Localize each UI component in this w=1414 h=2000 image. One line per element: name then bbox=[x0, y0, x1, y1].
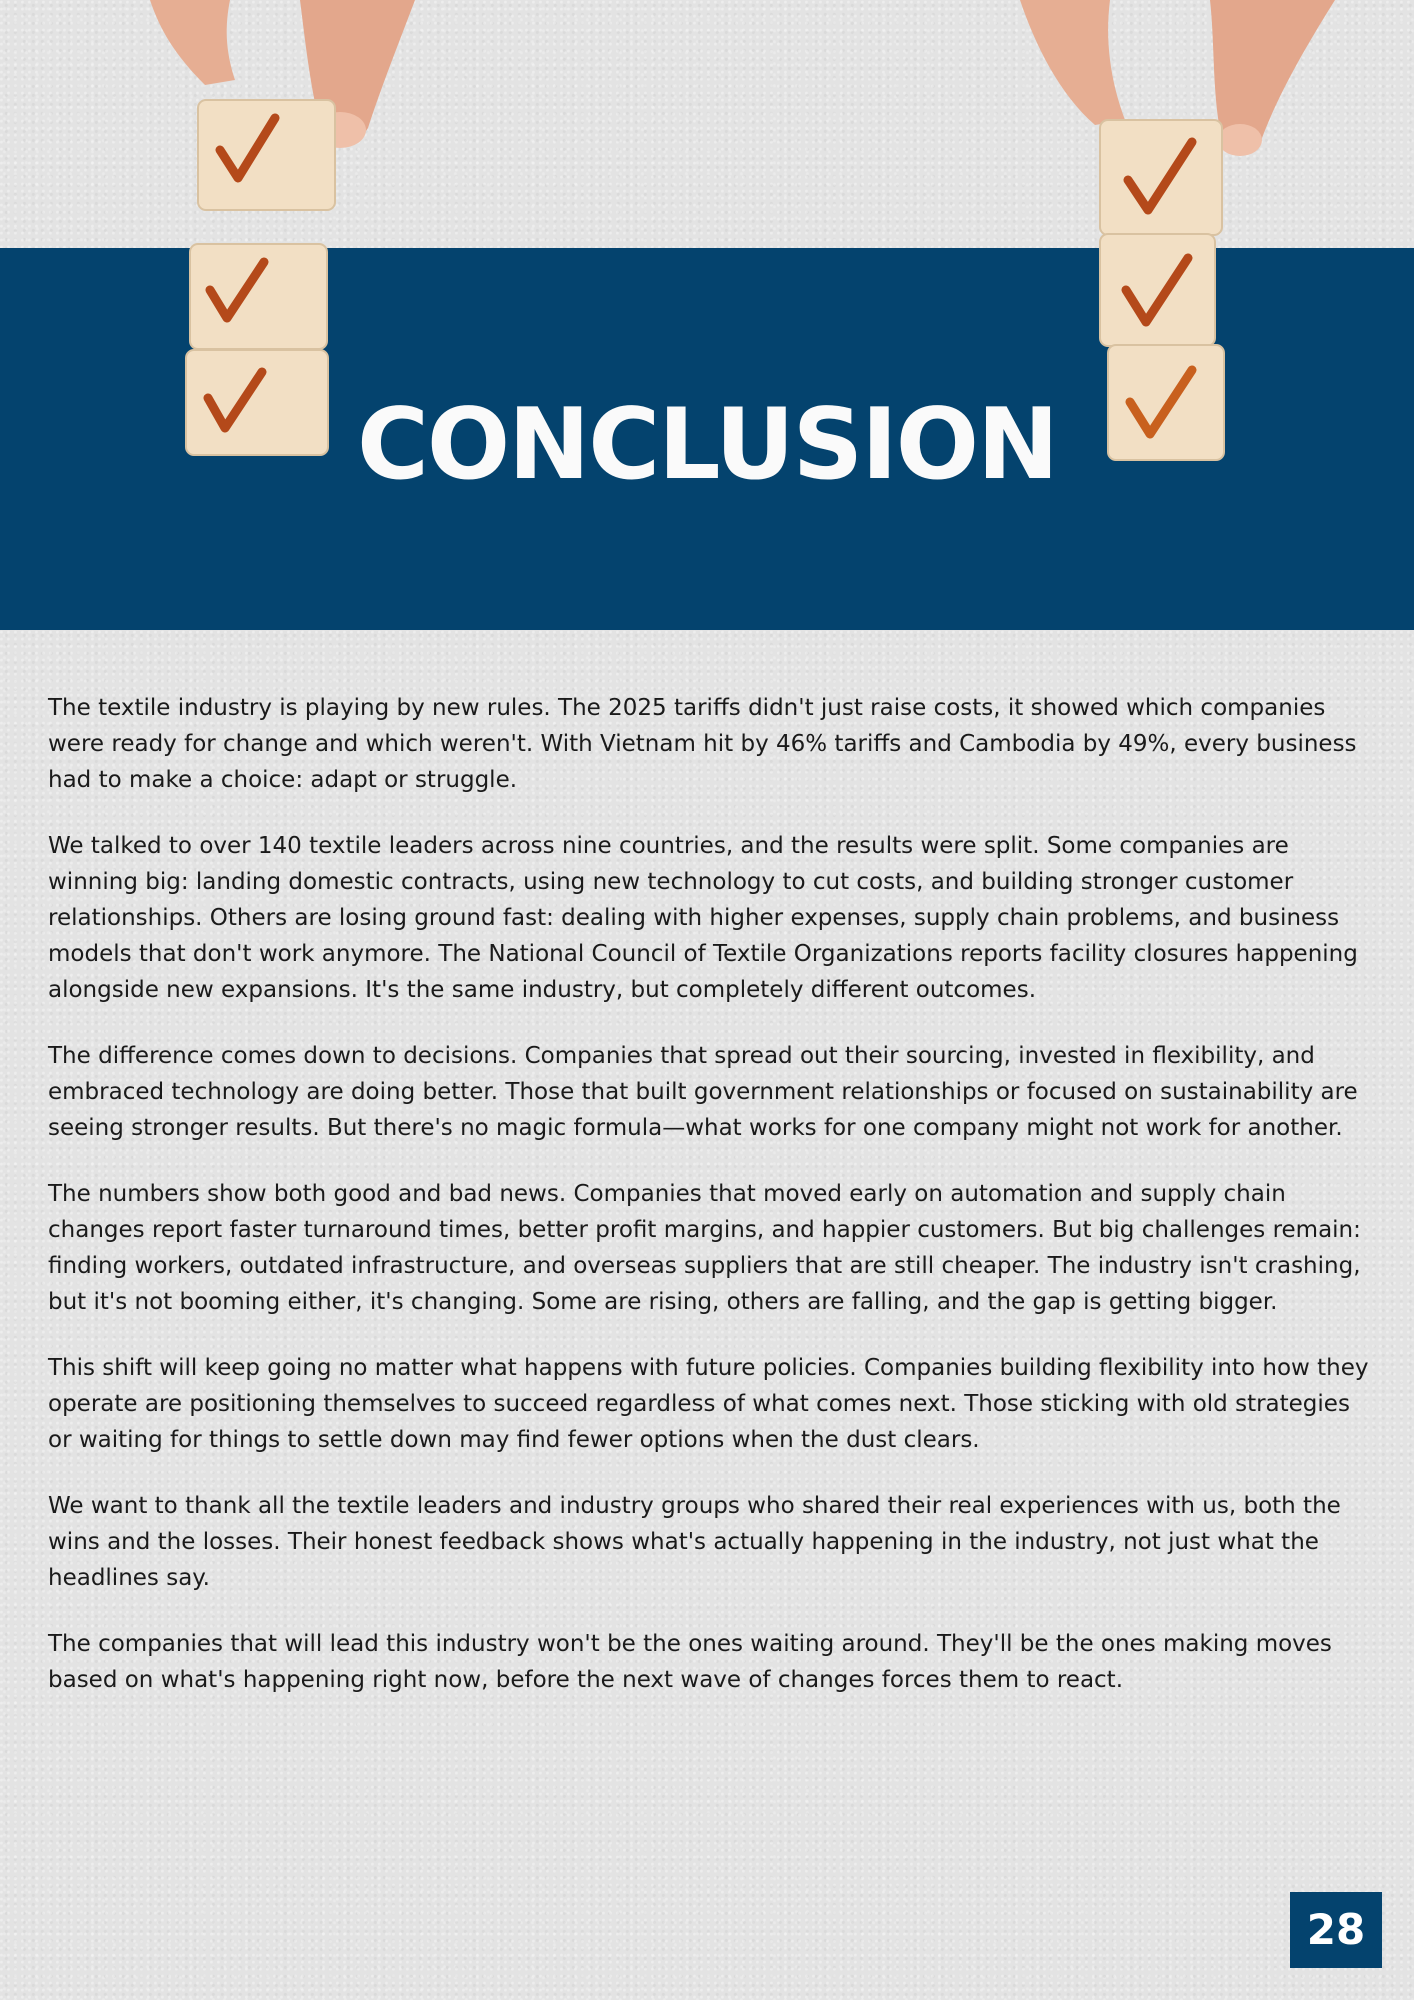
body-text bbox=[48, 690, 1378, 1728]
paragraph: This shift will keep going no matter what happens with future policies. Companies building flexibility into how they operate are positioning themselves to succeed regardless of what comes next. Those sticking with old strategies or waiting for things to settle down may find fewer options when the dust clears. bbox=[48, 1355, 1369, 1453]
paragraph: We want to thank all the textile leaders and industry groups who shared their real experiences with us, both the wins and the losses. Their honest feedback shows what's actually happening in the industry, not just what the headlines say. bbox=[48, 1493, 1341, 1591]
paragraph: We talked to over 140 textile leaders across nine countries, and the results were split. Some companies are winning big: landing domestic contracts, using new technology to cut costs, and building stronger customer relationships. Others are losing ground fast: dealing with higher expenses, supply chain problems, and business models that don't work anymore. The National Council of Textile Organizations reports facility closures happening alongside new expansions. It's the same industry, but completely different outcomes. bbox=[48, 833, 1358, 1003]
paragraph: The difference comes down to decisions. Companies that spread out their sourcing, invested in flexibility, and embraced technology are doing better. Those that built government relationships or focused on sustainability are seeing stronger results. But there's no magic formula—what works for one company might not work for another. bbox=[48, 1043, 1358, 1141]
left-hand-image bbox=[150, 0, 415, 148]
check-mark-icon bbox=[220, 118, 275, 178]
right-check-block-1 bbox=[1100, 120, 1222, 235]
right-hand-image bbox=[1020, 0, 1335, 156]
check-mark-icon bbox=[1128, 142, 1192, 210]
paragraph: The numbers show both good and bad news. Companies that moved early on automation and supply chain changes report faster turnaround times, better profit margins, and happier customers. But big challenges remain: finding workers, outdated infrastructure, and overseas suppliers that are still cheaper. The industry isn't crashing, but it's not booming either, it's changing. Some are rising, others are falling, and the gap is getting bigger. bbox=[48, 1181, 1361, 1315]
paragraph: The companies that will lead this industry won't be the ones waiting around. They'll be the ones making moves based on what's happening right now, before the next wave of changes forces them to react. bbox=[48, 1631, 1332, 1693]
paragraph: The textile industry is playing by new rules. The 2025 tariffs didn't just raise costs, it showed which companies were ready for change and which weren't. With Vietnam hit by 46% tariffs and Cambodia by 49%, every business had to make a choice: adapt or struggle. bbox=[48, 695, 1357, 793]
left-check-block-1 bbox=[198, 100, 335, 210]
page-title: CONCLUSION bbox=[356, 388, 1058, 502]
page-number: 28 bbox=[1290, 1892, 1382, 1968]
